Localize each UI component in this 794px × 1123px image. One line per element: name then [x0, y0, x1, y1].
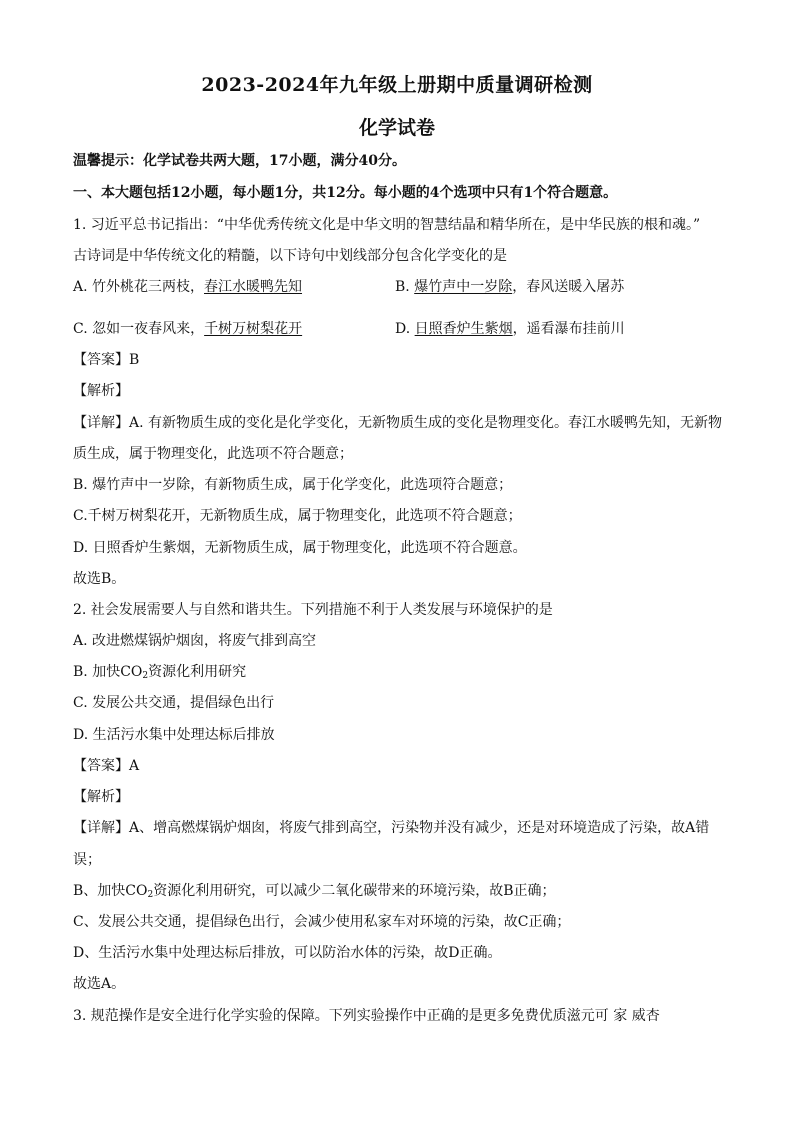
q2-detail-b: B、加快$CO_2$资源化利用研究，可以减少二氧化碳带来的环境污染，故B正确；: [73, 883, 556, 900]
q1-detail-line1: 【详解】A. 有新物质生成的变化是化学变化，无新物质生成的变化是物理变化。春江水暖鸭先知，无新物: [73, 415, 723, 431]
page-subtitle: 化学试卷: [358, 117, 435, 139]
q1-analysis-label: 【解析】: [73, 383, 129, 399]
q1-option-c: C. 忽如一夜春风来，千树万树梨花开: [73, 321, 303, 337]
q1-detail-b: B. 爆竹声中一岁除，有新物质生成，属于化学变化，此选项符合题意；: [73, 477, 513, 493]
q1-answer: 【答案】B: [73, 352, 140, 368]
q1-option-a: A. 竹外桃花三两枝，春江水暖鸭先知: [73, 279, 303, 295]
q2-detail-line2: 误；: [73, 852, 101, 868]
q1-stem-line1: 1. 习近平总书记指出：“中华优秀传统文化是中华文明的智慧结晶和精华所在，是中华民族的根和魂。”: [73, 217, 701, 233]
q2-stem: 2. 社会发展需要人与自然和谐共生。下列措施不利于人类发展与环境保护的是: [73, 602, 553, 618]
section-heading: 一、本大题包括12小题，每小题1分，共12分。每小题的4个选项中只有1个符合题意。: [73, 185, 618, 201]
q1-stem-line2: 古诗词是中华传统文化的精髓，以下诗句中划线部分包含化学变化的是: [73, 248, 507, 264]
page-title: 2023-2024年九年级上册期中质量调研检测: [201, 74, 593, 96]
q2-answer: 【答案】A: [73, 758, 140, 774]
q2-conclusion: 故选A。: [73, 976, 126, 992]
q2-option-b: B. 加快$CO_2$资源化利用研究: [73, 664, 247, 681]
q2-detail-c: C、发展公共交通，提倡绿色出行，会减少使用私家车对环境的污染，故C正确；: [73, 914, 571, 930]
q1-option-d: D. 日照香炉生紫烟，遥看瀑布挂前川: [395, 321, 625, 337]
q1-option-b: B. 爆竹声中一岁除，春风送暖入屠苏: [395, 279, 625, 295]
q2-option-a: A. 改进燃煤锅炉烟囱，将废气排到高空: [73, 633, 317, 649]
q1-conclusion: 故选B。: [73, 571, 126, 587]
q2-option-d: D. 生活污水集中处理达标后排放: [73, 727, 275, 743]
q2-detail-d: D、生活污水集中处理达标后排放，可以防治水体的污染，故D正确。: [73, 945, 502, 961]
q2-analysis-label: 【解析】: [73, 789, 129, 805]
tip-text: 温馨提示：化学试卷共两大题，17小题，满分40分。: [73, 153, 406, 169]
q2-detail-line1: 【详解】A、增高燃煤锅炉烟囱，将废气排到高空，污染物并没有减少，还是对环境造成了污染，故A错: [73, 820, 710, 836]
q1-detail-c: C.千树万树梨花开，无新物质生成，属于物理变化，此选项不符合题意；: [73, 508, 522, 524]
q1-detail-line2: 质生成，属于物理变化，此选项不符合题意；: [73, 446, 353, 462]
q3-stem: 3. 规范操作是安全进行化学实验的保障。下列实验操作中正确的是更多免费优质滋元可 家 威杏: [73, 1008, 660, 1024]
q1-detail-d: D. 日照香炉生紫烟，无新物质生成，属于物理变化，此选项不符合题意。: [73, 540, 527, 556]
q2-option-c: C. 发展公共交通，提倡绿色出行: [73, 695, 275, 711]
